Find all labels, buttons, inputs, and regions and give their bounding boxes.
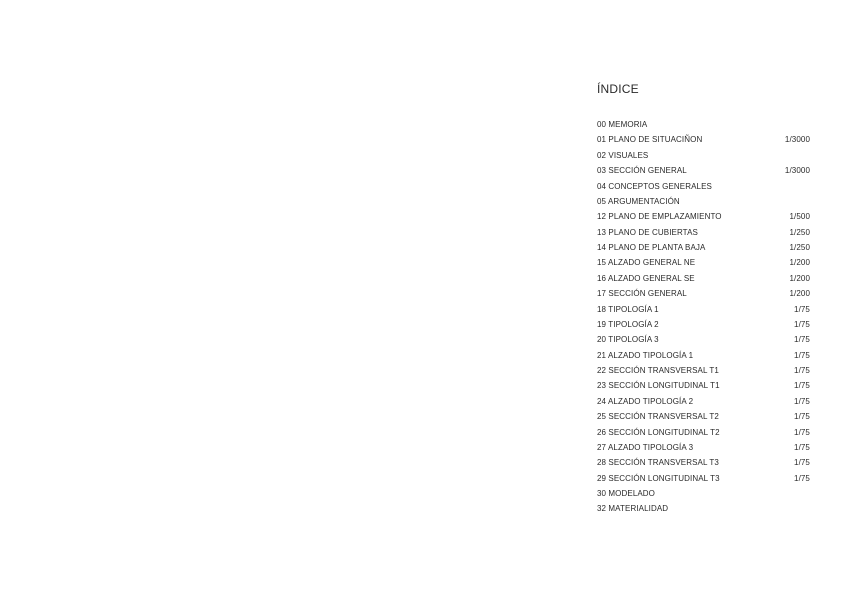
index-item-scale: 1/75 (794, 319, 810, 329)
index-item-label: 30 MODELADO (597, 489, 656, 498)
index-item (597, 271, 810, 286)
index-item (597, 194, 810, 209)
index-item-label: 27 ALZADO TIPOLOGÍA 3 (597, 442, 694, 452)
index-item-label: 12 PLANO DE EMPLAZAMIENTO (597, 212, 722, 222)
index-item-label: 24 ALZADO TIPOLOGÍA 2 (597, 396, 694, 406)
index-item-scale: 1/75 (794, 458, 810, 468)
index-item-label: 00 MEMORIA (597, 120, 648, 129)
index-item (597, 240, 810, 255)
index-item (597, 471, 810, 486)
index-item (597, 332, 810, 347)
index-item-label: 23 SECCIÓN LONGITUDINAL T1 (597, 381, 720, 391)
index-item-label: 13 PLANO DE CUBIERTAS (597, 227, 698, 237)
index-item-label: 32 MATERIALIDAD (597, 504, 669, 514)
index-item-scale: 1/75 (794, 304, 810, 314)
index-item (597, 225, 810, 240)
index-item (597, 394, 810, 409)
index-item-scale: 1/75 (794, 335, 810, 345)
index-item (597, 255, 810, 270)
index-item-label: 20 TIPOLOGÍA 3 (597, 335, 659, 345)
index-item-label: 21 ALZADO TIPOLOGÍA 1 (597, 350, 694, 360)
index-section (597, 80, 810, 514)
index-item (597, 302, 810, 317)
index-item-scale: 1/75 (794, 473, 810, 483)
index-item-label: 03 SECCIÓN GENERAL (597, 166, 687, 176)
index-item-scale: 1/200 (789, 258, 810, 268)
index-item-label: 01 PLANO DE SITUACIÑON (597, 135, 703, 145)
index-item (597, 409, 810, 424)
index-item-scale: 1/75 (794, 350, 810, 360)
index-item (597, 501, 810, 516)
index-item (597, 440, 810, 455)
index-item-label: 28 SECCIÓN TRANSVERSAL T3 (597, 458, 719, 468)
index-item-scale: 1/75 (794, 412, 810, 422)
index-item-label: 25 SECCIÓN TRANSVERSAL T2 (597, 412, 719, 422)
index-item (597, 132, 810, 147)
index-item (597, 455, 810, 470)
index-item-label: 17 SECCIÓN GENERAL (597, 289, 687, 299)
index-item (597, 163, 810, 178)
index-item-scale: 1/250 (789, 243, 810, 252)
index-list (597, 117, 810, 517)
index-item-label: 15 ALZADO GENERAL NE (597, 258, 696, 268)
index-item-scale: 1/3000 (784, 135, 810, 145)
index-item-scale: 1/75 (794, 381, 810, 391)
index-title: ÍNDICE (597, 82, 639, 96)
index-item-scale: 1/75 (794, 396, 810, 406)
index-item (597, 286, 810, 301)
index-item-scale: 1/75 (794, 427, 810, 437)
index-item-label: 26 SECCIÓN LONGITUDINAL T2 (597, 427, 720, 437)
index-item (597, 363, 810, 378)
index-item-label: 02 VISUALES (597, 150, 649, 160)
index-item-scale: 1/200 (789, 273, 810, 283)
index-item-label: 22 SECCIÓN TRANSVERSAL T1 (597, 366, 719, 375)
index-item-label: 05 ARGUMENTACIÓN (597, 196, 680, 206)
index-item-label: 14 PLANO DE PLANTA BAJA (597, 243, 706, 252)
index-item (597, 317, 810, 332)
index-item-label: 29 SECCIÓN LONGITUDINAL T3 (597, 473, 720, 483)
index-item (597, 425, 810, 440)
index-item-scale: 1/250 (789, 227, 810, 237)
index-item-scale: 1/500 (789, 212, 810, 222)
index-item-scale: 1/200 (789, 289, 810, 299)
index-item-label: 04 CONCEPTOS GENERALES (597, 181, 712, 191)
index-item (597, 179, 810, 194)
index-item (597, 486, 810, 501)
index-item-scale: 1/75 (794, 366, 810, 375)
index-item (597, 348, 810, 363)
index-item-label: 18 TIPOLOGÍA 1 (597, 304, 659, 314)
index-item (597, 209, 810, 224)
index-item-scale: 1/3000 (784, 166, 810, 176)
index-item (597, 117, 810, 132)
index-item-scale: 1/75 (794, 442, 810, 452)
index-item-label: 19 TIPOLOGÍA 2 (597, 319, 659, 329)
index-item-label: 16 ALZADO GENERAL SE (597, 273, 695, 283)
index-item (597, 148, 810, 163)
index-item (597, 378, 810, 393)
